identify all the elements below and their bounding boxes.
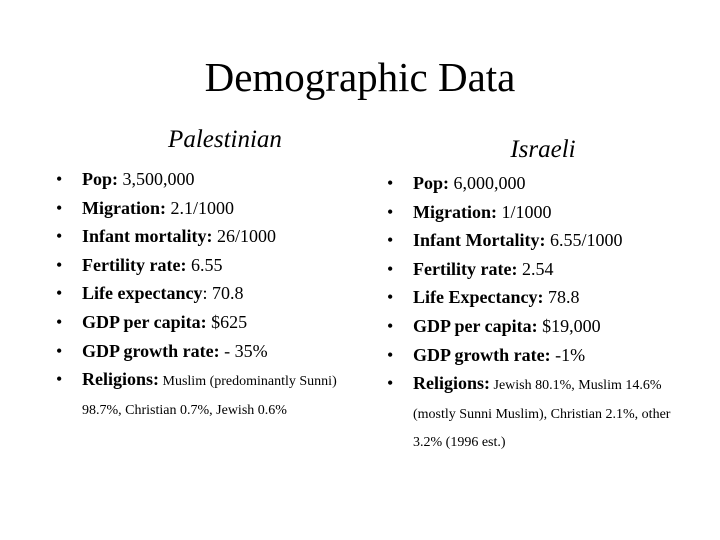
list-item [387, 369, 687, 455]
item-label: GDP growth rate: [82, 340, 220, 361]
item-label: GDP per capita: [82, 311, 207, 332]
item-label: Fertility rate: [413, 258, 518, 279]
bullet-icon: • [56, 369, 63, 390]
bullet-icon: • [56, 226, 63, 247]
page-title: Demographic Data [204, 54, 516, 100]
bullet-icon: • [56, 254, 63, 275]
item-value: 26/1000 [212, 226, 276, 247]
item-value: -1% [550, 344, 586, 365]
list-item [387, 198, 687, 227]
bullet-icon: • [387, 287, 394, 308]
list-item [387, 341, 687, 370]
palestinian-heading: Palestinian [168, 126, 282, 153]
bullet-icon: • [56, 197, 63, 218]
item-value: 6.55 [186, 254, 223, 275]
bullet-icon: • [387, 173, 394, 193]
item-label: Migration: [82, 197, 166, 218]
item-label: Religions: [413, 373, 491, 394]
bullet-icon: • [387, 258, 394, 279]
list-item [56, 365, 352, 423]
palestinian-data-list [56, 165, 352, 423]
list-item [56, 337, 352, 366]
list-item [387, 283, 687, 312]
item-label: GDP per capita: [413, 315, 538, 336]
bullet-icon: • [56, 283, 63, 304]
bullet-icon: • [56, 311, 63, 332]
item-label: Fertility rate: [82, 254, 187, 275]
item-value: 6,000,000 [449, 173, 526, 193]
bullet-icon: • [387, 201, 394, 222]
item-label: GDP growth rate: [413, 344, 551, 365]
list-item [56, 194, 352, 223]
item-value: $19,000 [537, 315, 601, 336]
bullet-icon: • [56, 340, 63, 361]
item-value: 2.1/1000 [165, 197, 234, 218]
bullet-icon: • [56, 169, 63, 189]
item-value: 78.8 [543, 287, 580, 308]
bullet-icon: • [387, 315, 394, 336]
item-value: $625 [206, 311, 248, 332]
list-item [56, 251, 352, 280]
bullet-icon: • [387, 344, 394, 365]
item-value: 1/1000 [496, 201, 552, 222]
item-label: Pop: [82, 169, 118, 189]
list-item [387, 169, 687, 198]
item-label: Migration: [413, 201, 497, 222]
israeli-data-list [387, 169, 687, 455]
list-item [56, 308, 352, 337]
item-value: : 70.8 [202, 283, 244, 304]
bullet-icon: • [387, 373, 394, 394]
list-item [387, 255, 687, 284]
list-item [56, 279, 352, 308]
bullet-icon: • [387, 230, 394, 251]
israeli-heading: Israeli [510, 136, 576, 163]
list-item [56, 222, 352, 251]
item-value: 3,500,000 [118, 169, 195, 189]
item-value: 2.54 [517, 258, 554, 279]
item-value: - 35% [219, 340, 268, 361]
item-label: Pop: [413, 173, 449, 193]
item-label: Infant mortality: [82, 226, 213, 247]
list-item [387, 226, 687, 255]
item-label: Life Expectancy: [413, 287, 544, 308]
item-value: 6.55/1000 [545, 230, 623, 251]
item-label: Life expectancy [82, 283, 203, 304]
item-label: Religions: [82, 369, 160, 390]
list-item [56, 165, 352, 194]
list-item [387, 312, 687, 341]
item-value: Muslim (predominantly Sunni) 98.7%, Christian 0.7%, Jewish 0.6% [82, 374, 337, 419]
item-value: Jewish 80.1%, Muslim 14.6% (mostly Sunni Muslim), Christian 2.1%, other 3.2% (1996 est.) [413, 378, 671, 451]
item-label: Infant Mortality: [413, 230, 546, 251]
